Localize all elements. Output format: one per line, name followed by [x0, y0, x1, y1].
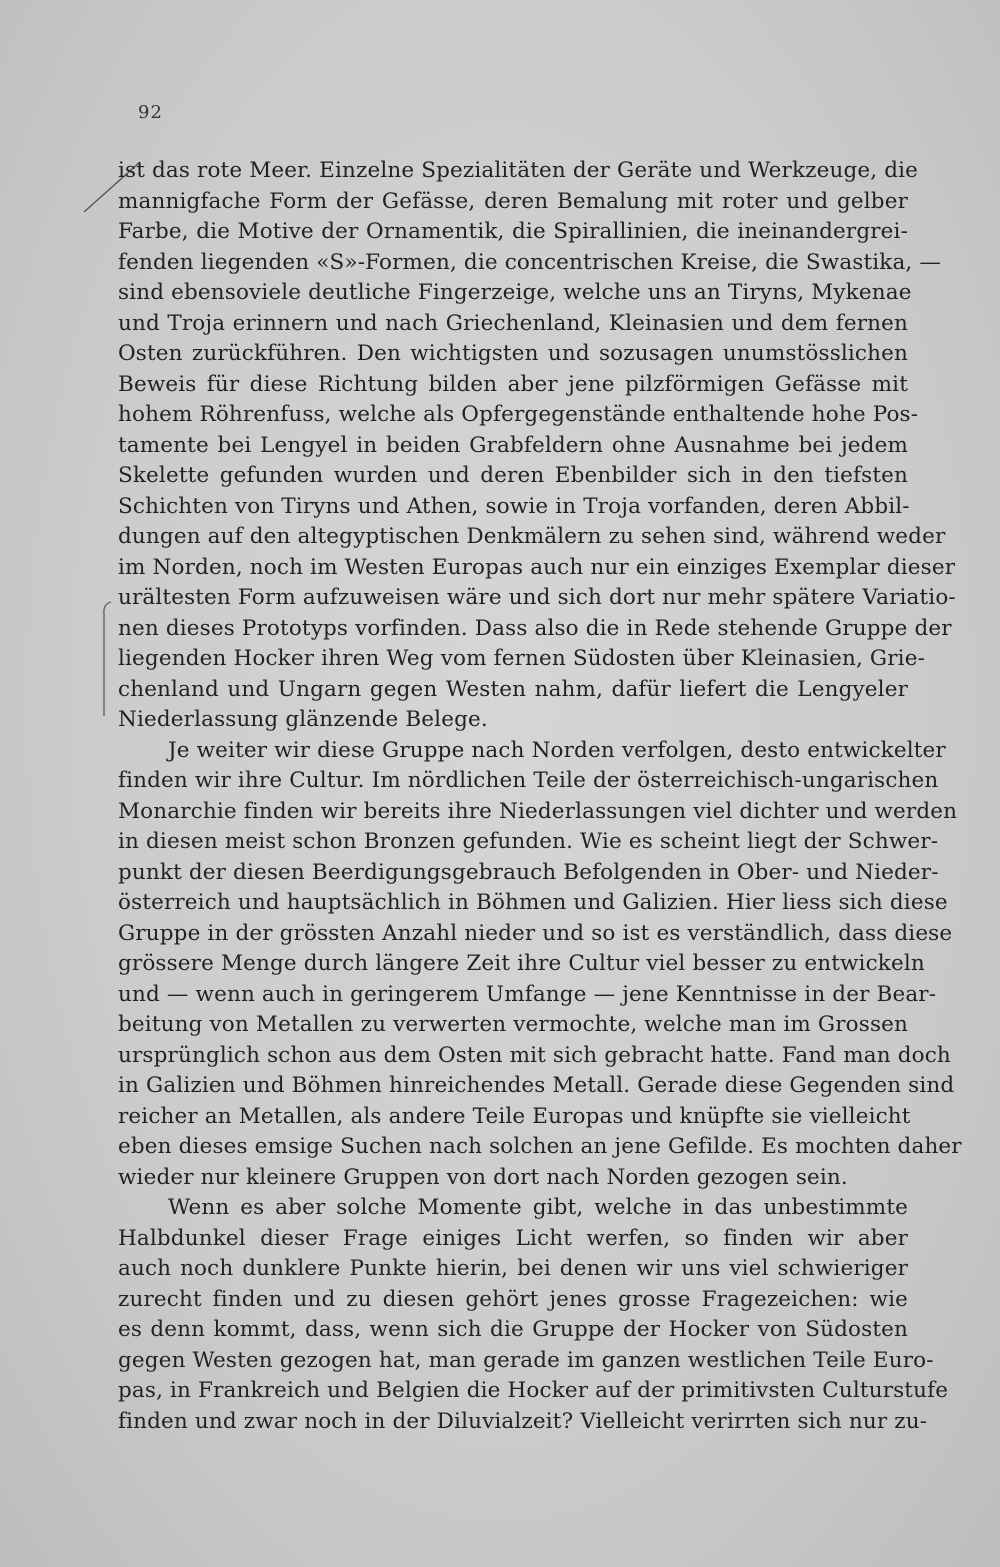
- page-number: 92: [138, 102, 163, 123]
- text-line: fenden liegenden «S»-Formen, die concentrischen Kreise, die Swastika, —: [118, 249, 942, 275]
- text-line: Niederlassung glänzende Belege.: [118, 707, 488, 732]
- text-line: nen dieses Prototyps vorfinden. Dass also die in Rede stehende Gruppe der: [118, 615, 952, 641]
- text-line: sind ebensoviele deutliche Fingerzeige, welche uns an Tiryns, Mykenae: [118, 280, 912, 305]
- text-line: liegenden Hocker ihren Weg vom fernen Südosten über Kleinasien, Grie-: [118, 646, 925, 671]
- text-line: Farbe, die Motive der Ornamentik, die Spirallinien, die ineinandergrei-: [118, 219, 908, 244]
- text-line: dungen auf den altegyptischen Denkmälern zu sehen sind, während weder: [118, 524, 946, 549]
- text-line: Gruppe in der grössten Anzahl nieder und so ist es verständlich, dass diese: [118, 920, 953, 946]
- text-line: hohem Röhrenfuss, welche als Opfergegenstände enthaltende hohe Pos-: [118, 402, 919, 427]
- text-line: Osten zurückführen. Den wichtigsten und sozusagen unumstösslichen: [118, 341, 908, 366]
- text-line: in diesen meist schon Bronzen gefunden. Wie es scheint liegt der Schwer-: [118, 829, 939, 854]
- text-line: punkt der diesen Beerdigungsgebrauch Befolgenden in Ober- und Nieder-: [118, 859, 939, 885]
- text-line: ist das rote Meer. Einzelne Spezialitäten der Geräte und Werkzeuge, die: [118, 158, 919, 183]
- text-line: wieder nur kleinere Gruppen von dort nach Norden gezogen sein.: [118, 1164, 848, 1190]
- text-line: Halbdunkel dieser Frage einiges Licht werfen, so finden wir aber: [118, 1225, 908, 1251]
- text-line: Schichten von Tiryns und Athen, sowie in Troja vorfanden, deren Abbil-: [118, 493, 910, 519]
- body-text: [118, 156, 962, 1437]
- text-line: und — wenn auch in geringerem Umfange — jene Kenntnisse in der Bear-: [118, 981, 937, 1007]
- text-line: Skelette gefunden wurden und deren Ebenbilder sich in den tiefsten: [118, 463, 908, 488]
- paragraph-start-line: Je weiter wir diese Gruppe nach Norden verfolgen, desto entwickelter: [168, 737, 946, 763]
- text-line: urältesten Form aufzuweisen wäre und sich dort nur mehr spätere Variatio-: [118, 585, 956, 610]
- text-line: mannigfache Form der Gefässe, deren Bemalung mit roter und gelber: [118, 188, 908, 214]
- text-line: tamente bei Lengyel in beiden Grabfeldern ohne Ausnahme bei jedem: [118, 432, 908, 458]
- text-line: pas, in Frankreich und Belgien die Hocker auf der primitivsten Culturstufe: [118, 1378, 949, 1403]
- text-line: finden wir ihre Cultur. Im nördlichen Teile der österreichisch-ungarischen: [118, 768, 939, 793]
- text-line: chenland und Ungarn gegen Westen nahm, dafür liefert die Lengyeler: [118, 676, 908, 702]
- paragraph-start-line: Wenn es aber solche Momente gibt, welche in das unbestimmte: [168, 1195, 908, 1220]
- text-line: Monarchie finden wir bereits ihre Niederlassungen viel dichter und werden: [118, 798, 958, 824]
- pencil-margin-bracket: [99, 600, 113, 720]
- text-line: eben dieses emsige Suchen nach solchen an jene Gefilde. Es mochten daher: [118, 1134, 962, 1159]
- text-line: Beweis für diese Richtung bilden aber jene pilzförmigen Gefässe mit: [118, 371, 908, 397]
- text-line: grössere Menge durch längere Zeit ihre Cultur viel besser zu entwickeln: [118, 951, 925, 976]
- text-line: ursprünglich schon aus dem Osten mit sich gebracht hatte. Fand man doch: [118, 1042, 951, 1068]
- text-line: beitung von Metallen zu verwerten vermochte, welche man im Grossen: [118, 1012, 908, 1037]
- text-line: finden und zwar noch in der Diluvialzeit? Vielleicht verirrten sich nur zu-: [118, 1408, 928, 1434]
- text-line: österreich und hauptsächlich in Böhmen und Galizien. Hier liess sich diese: [118, 890, 948, 915]
- text-line: im Norden, noch im Westen Europas auch nur ein einziges Exemplar dieser: [118, 554, 956, 580]
- text-line: und Troja erinnern und nach Griechenland, Kleinasien und dem fernen: [118, 310, 908, 336]
- text-line: in Galizien und Böhmen hinreichendes Metall. Gerade diese Gegenden sind: [118, 1073, 955, 1098]
- text-line: auch noch dunklere Punkte hierin, bei denen wir uns viel schwieriger: [118, 1256, 908, 1281]
- text-line: zurecht finden und zu diesen gehört jenes grosse Fragezeichen: wie: [118, 1286, 908, 1312]
- text-line: reicher an Metallen, als andere Teile Europas und knüpfte sie vielleicht: [118, 1103, 911, 1129]
- text-line: gegen Westen gezogen hat, man gerade im ganzen westlichen Teile Euro-: [118, 1347, 934, 1373]
- text-line: es denn kommt, dass, wenn sich die Gruppe der Hocker von Südosten: [118, 1317, 908, 1342]
